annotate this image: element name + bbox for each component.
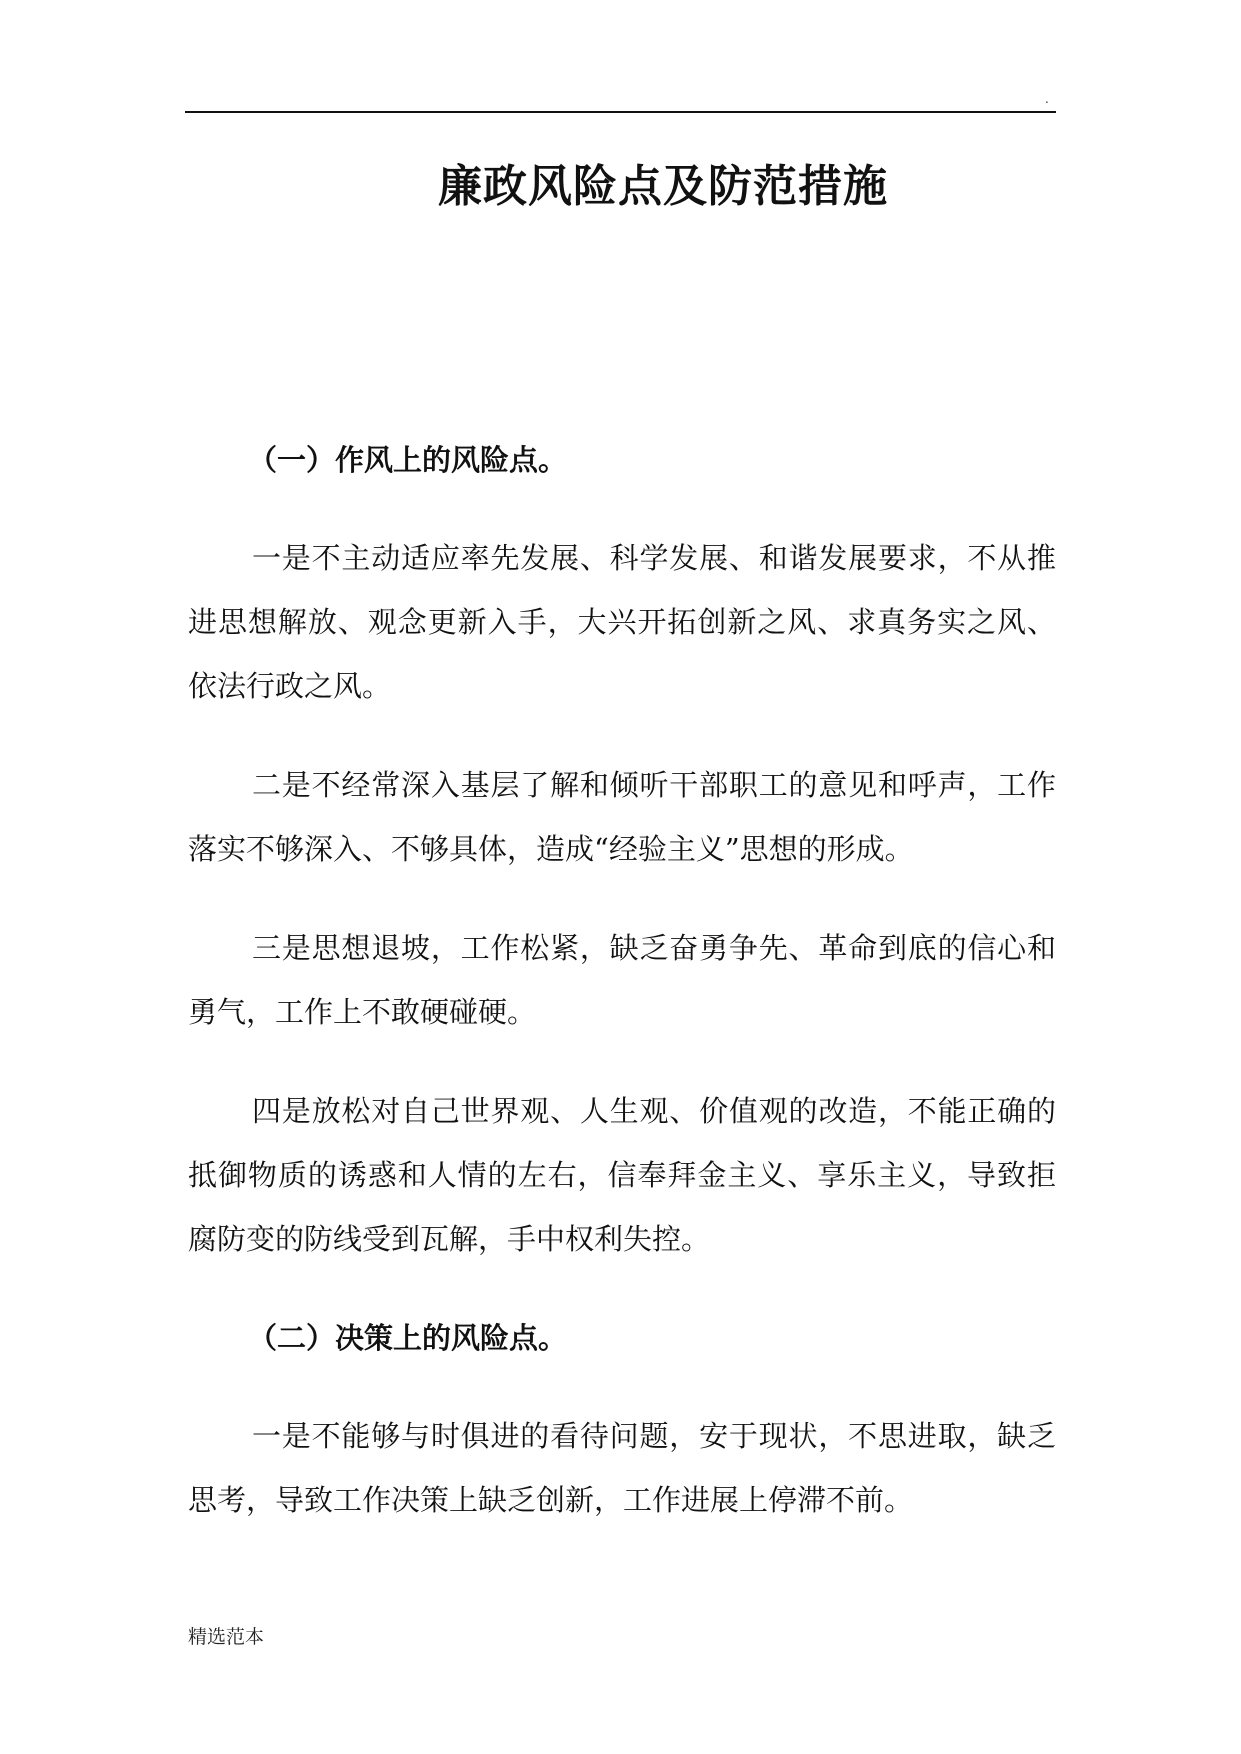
paragraph: 二是不经常深入基层了解和倾听干部职工的意见和呼声，工作落实不够深入、不够具体，造成“经验主义”思想的形成。 <box>188 768 1056 866</box>
paragraph: 三是思想退坡，工作松紧，缺乏奋勇争先、革命到底的信心和勇气，工作上不敢硬碰硬。 <box>188 931 1056 1029</box>
document-title: 廉政风险点及防范措施 <box>438 161 888 212</box>
document-body <box>188 428 1056 1532</box>
header-rule <box>185 111 1056 113</box>
section-heading: （一）作风上的风险点。 <box>248 443 568 477</box>
paragraph: 四是放松对自己世界观、人生观、价值观的改造，不能正确的抵御物质的诱惑和人情的左右，信奉拜金主义、享乐主义，导致拒腐防变的防线受到瓦解，手中权利失控。 <box>188 1094 1056 1256</box>
footer-text: 精选范本 <box>188 1626 265 1648</box>
paragraph: 一是不能够与时俱进的看待问题，安于现状，不思进取，缺乏思考，导致工作决策上缺乏创新，工作进展上停滞不前。 <box>188 1419 1056 1517</box>
header-mark: . <box>1045 92 1049 106</box>
paragraph: 一是不主动适应率先发展、科学发展、和谐发展要求，不从推进思想解放、观念更新入手，大兴开拓创新之风、求真务实之风、依法行政之风。 <box>188 541 1056 703</box>
section-heading: （二）决策上的风险点。 <box>248 1321 568 1355</box>
